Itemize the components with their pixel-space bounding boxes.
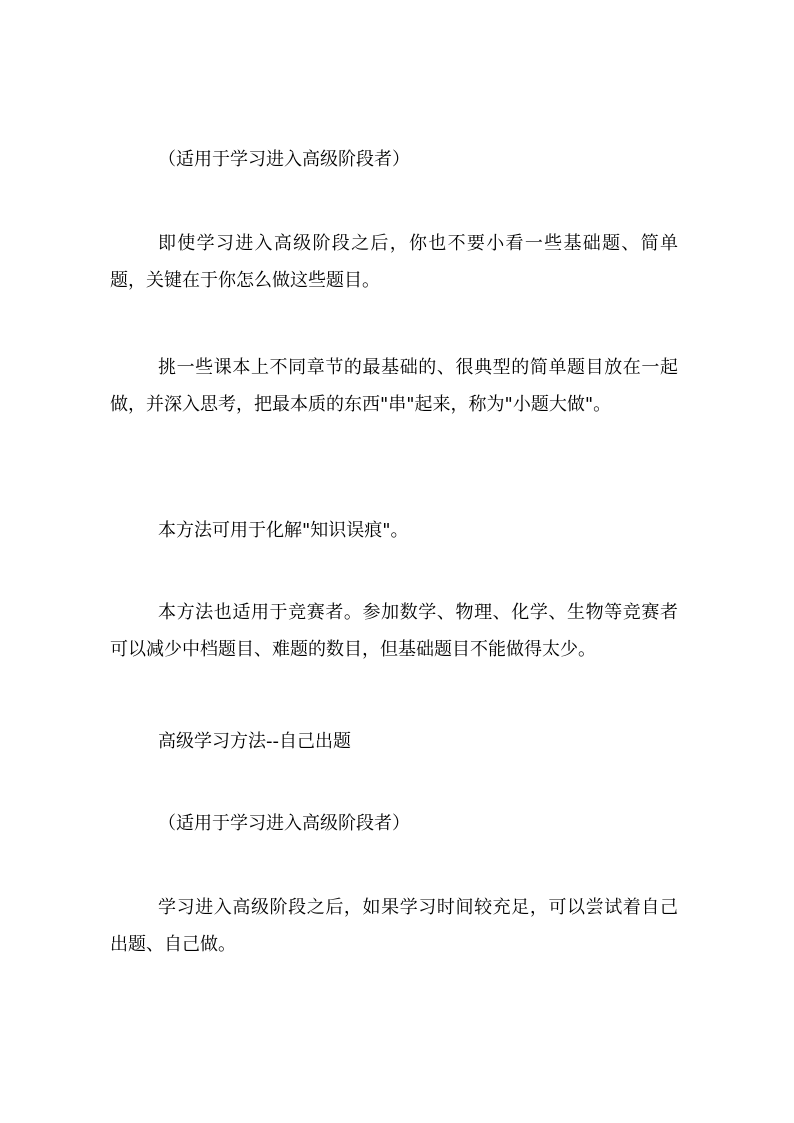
paragraph-self-questions: 学习进入高级阶段之后，如果学习时间较充足，可以尝试着自己出题、自己做。 xyxy=(110,897,678,955)
paragraph-applicability-note: （适用于学习进入高级阶段者） xyxy=(158,149,410,170)
paragraph-applicability-note-2: （适用于学习进入高级阶段者） xyxy=(158,813,410,834)
paragraph-competition: 本方法也适用于竞赛者。参加数学、物理、化学、生物等竞赛者可以减少中档题目、难题的数目，但基础题目不能做得太少。 xyxy=(110,602,678,660)
paragraph-small-questions-method: 挑一些课本上不同章节的最基础的、很典型的简单题目放在一起做，并深入思考，把最本质的东西"串"起来，称为"小题大做"。 xyxy=(110,357,678,415)
paragraph-basic-questions: 即使学习进入高级阶段之后，你也不要小看一些基础题、简单题，关键在于你怎么做这些题目。 xyxy=(110,233,678,291)
section-heading-self-questions: 高级学习方法--自己出题 xyxy=(158,731,351,752)
paragraph-knowledge-gaps: 本方法可用于化解"知识误痕"。 xyxy=(158,520,409,541)
